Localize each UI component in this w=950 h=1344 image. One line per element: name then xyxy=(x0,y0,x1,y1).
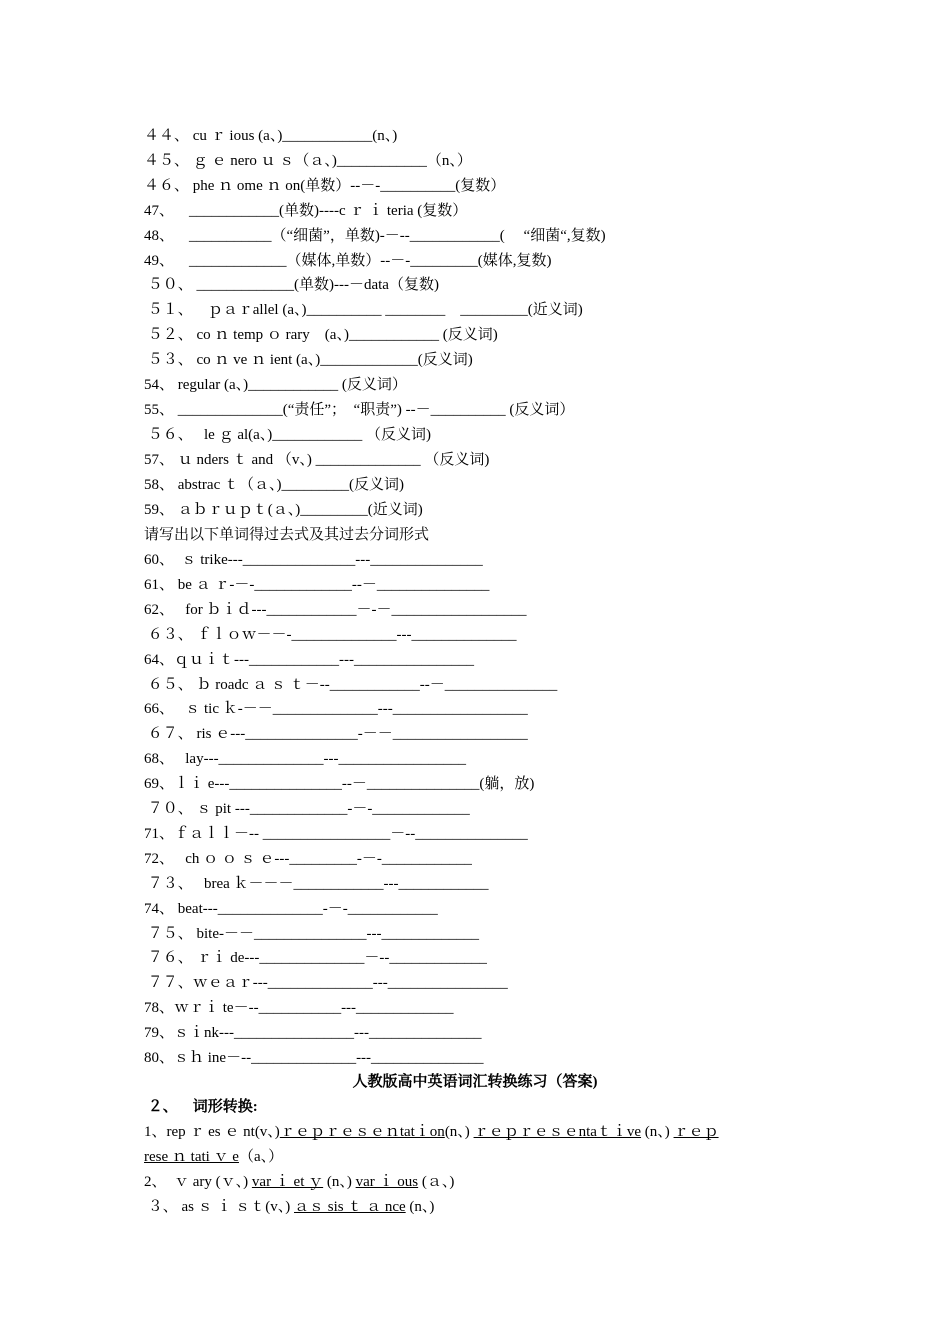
verb-forms-line: ７６、 ｒｉ de---______________－--_____________ xyxy=(144,950,487,967)
verb-forms-line: 74、 beat---______________-－-____________ xyxy=(144,900,438,917)
exercise-line: 47、 ____________(单数)----c ｒ ｉ teria (复数） xyxy=(144,202,468,219)
subheading-label: 词形转换: xyxy=(192,1099,258,1115)
verb-forms-line: 71、ｆａｌｌ－-- _________________－--_______________ xyxy=(144,825,528,842)
answer-3-prefix: ３、 as ｓ ｉ ｓｔ(v、) xyxy=(144,1199,294,1215)
answer-line-3 xyxy=(144,1198,814,1217)
verb-forms-line: 79、ｓｉnk---________________---_______________ xyxy=(144,1025,482,1042)
exercise-line: ４６、 phe ｎ ome ｎ on(单数）--－-__________(复数） xyxy=(144,177,506,194)
exercise-line: 57、 ｕ nders ｔ and （v、) ______________ （反义词) xyxy=(144,451,490,468)
exercise-line: ５３、 co ｎ ve ｎ ient (a、)_____________(反义词) xyxy=(144,352,473,369)
exercise-line: ４４、 cu ｒ ious (a、)____________(n、) xyxy=(144,128,398,144)
answer-2-prefix: 2、 ｖ ary (ｖ、) xyxy=(144,1174,252,1190)
exercise-line: ５０、 _____________(单数)---－data（复数) xyxy=(144,277,439,294)
verb-forms-line: ７５、 bite-－－_______________---_____________ xyxy=(144,925,479,942)
subheading-number: ２、 xyxy=(144,1099,178,1115)
verb-forms-line: ７３、 brea ｋ－－－____________---____________ xyxy=(144,875,489,892)
exercise-line: ４５、 ｇ ｅ nero ｕ ｓ（ａ、)____________（n、） xyxy=(144,152,472,169)
verb-forms-line: 80、ｓｈ ine－--______________---_______________ xyxy=(144,1050,484,1066)
answer-1-suffix: （a、） xyxy=(238,1149,284,1165)
answer-1-prefix: 1、rep ｒ es ｅ nt(v、) xyxy=(144,1124,280,1140)
verb-forms-line: ６７、 ris ｅ---_______________-－－__________________ xyxy=(144,726,528,743)
exercise-line: ５１、 ｐａｒallel (a、)__________ ________ _________(近义词) xyxy=(144,302,583,319)
answer-1-word-3: ｒｅｐ xyxy=(673,1124,719,1140)
answer-1-word-2: ｒｅｐｒｅｓｅntaｔｉve xyxy=(473,1124,642,1140)
answer-2-word-2: var ｉ ous xyxy=(355,1174,419,1190)
verb-forms-line: 69、ｌｉ e---_______________--－_______________(躺，放) xyxy=(144,776,535,793)
answer-3-suffix: (n、) xyxy=(405,1199,435,1215)
section-heading: 请写出以下单词得过去式及其过去分词形式 xyxy=(144,527,430,543)
answer-line-2 xyxy=(144,1173,814,1192)
exercise-line: 49、 _____________（媒体,单数）--－-_________(媒体,复数) xyxy=(144,252,552,269)
verb-forms-line: 62、 for ｂｉｄ---____________－-－__________________ xyxy=(144,601,527,618)
exercise-line: 48、 ___________（“细菌”，单数)-－--____________( “细菌“,复数) xyxy=(144,227,606,244)
verb-forms-line: ６３、 ｆｌｏｗ－－-______________---______________ xyxy=(144,626,517,643)
answer-1-word-3-cont: rese ｎ tati ｖ e xyxy=(144,1149,239,1165)
answer-2-suffix: (ａ、) xyxy=(418,1174,455,1190)
exercise-line: 54、 regular (a、)____________ (反义词） xyxy=(144,377,407,393)
answer-2-word-1: var ｉ et ｙ xyxy=(251,1174,324,1190)
exercise-line: 58、 abstrac ｔ（ａ、)_________(反义词) xyxy=(144,476,404,493)
verb-forms-line: ６５、 ｂ roadc ａ ｓ ｔ－--____________--－_______________ xyxy=(144,676,558,693)
verb-forms-line: 72、 ch ｏ ｏ ｓ ｅ---_________-－-____________ xyxy=(144,850,472,867)
verb-forms-line: ７７、ｗｅａｒ---______________---________________ xyxy=(144,975,508,992)
answer-subheading xyxy=(144,1098,814,1117)
answer-line-1-cont xyxy=(144,1148,814,1167)
verb-forms-line: 78、ｗｒｉ te－--___________---_____________ xyxy=(144,1000,454,1017)
verb-forms-line: 68、 lay---______________---_________________ xyxy=(144,751,467,768)
answer-title: 人教版高中英语词汇转换练习（答案) xyxy=(352,1074,598,1090)
exercise-line: ５２、 co ｎ temp ｏ rary (a、)____________ (反义词) xyxy=(144,327,498,344)
answer-1-word-1: ｒｅｐｒｅｓｅｎtatｉon xyxy=(279,1124,445,1140)
answer-line-1 xyxy=(144,1123,814,1142)
exercise-line: ５６、 le ｇ al(a、)____________ （反义词) xyxy=(144,426,432,443)
answer-1-mid-2: (n、) xyxy=(641,1124,674,1140)
verb-forms-line: 64、ｑｕｉｔ---____________---________________ xyxy=(144,651,474,668)
answer-1-mid-1: (n、) xyxy=(444,1124,474,1140)
exercise-line: 59、 ａｂｒｕｐｔ(ａ、)_________(近义词) xyxy=(144,501,423,518)
verb-forms-line: 60、 ｓ trike---_______________---_______________ xyxy=(144,552,483,568)
verb-forms-line: 61、 be ａ ｒ-－-_____________--－_______________ xyxy=(144,576,490,593)
answer-2-mid-1: (n、) xyxy=(323,1174,356,1190)
answer-3-word-1: ａｓ sis ｔ ａ nce xyxy=(294,1199,406,1215)
exercise-line: 55、 ______________(“责任”； “职责”) --－__________ (反义词） xyxy=(144,401,575,418)
verb-forms-line: 66、 ｓ tic ｋ-－－______________---__________________ xyxy=(144,701,528,718)
verb-forms-line: ７０、 ｓ pit ---_____________-－-_____________ xyxy=(144,801,470,817)
